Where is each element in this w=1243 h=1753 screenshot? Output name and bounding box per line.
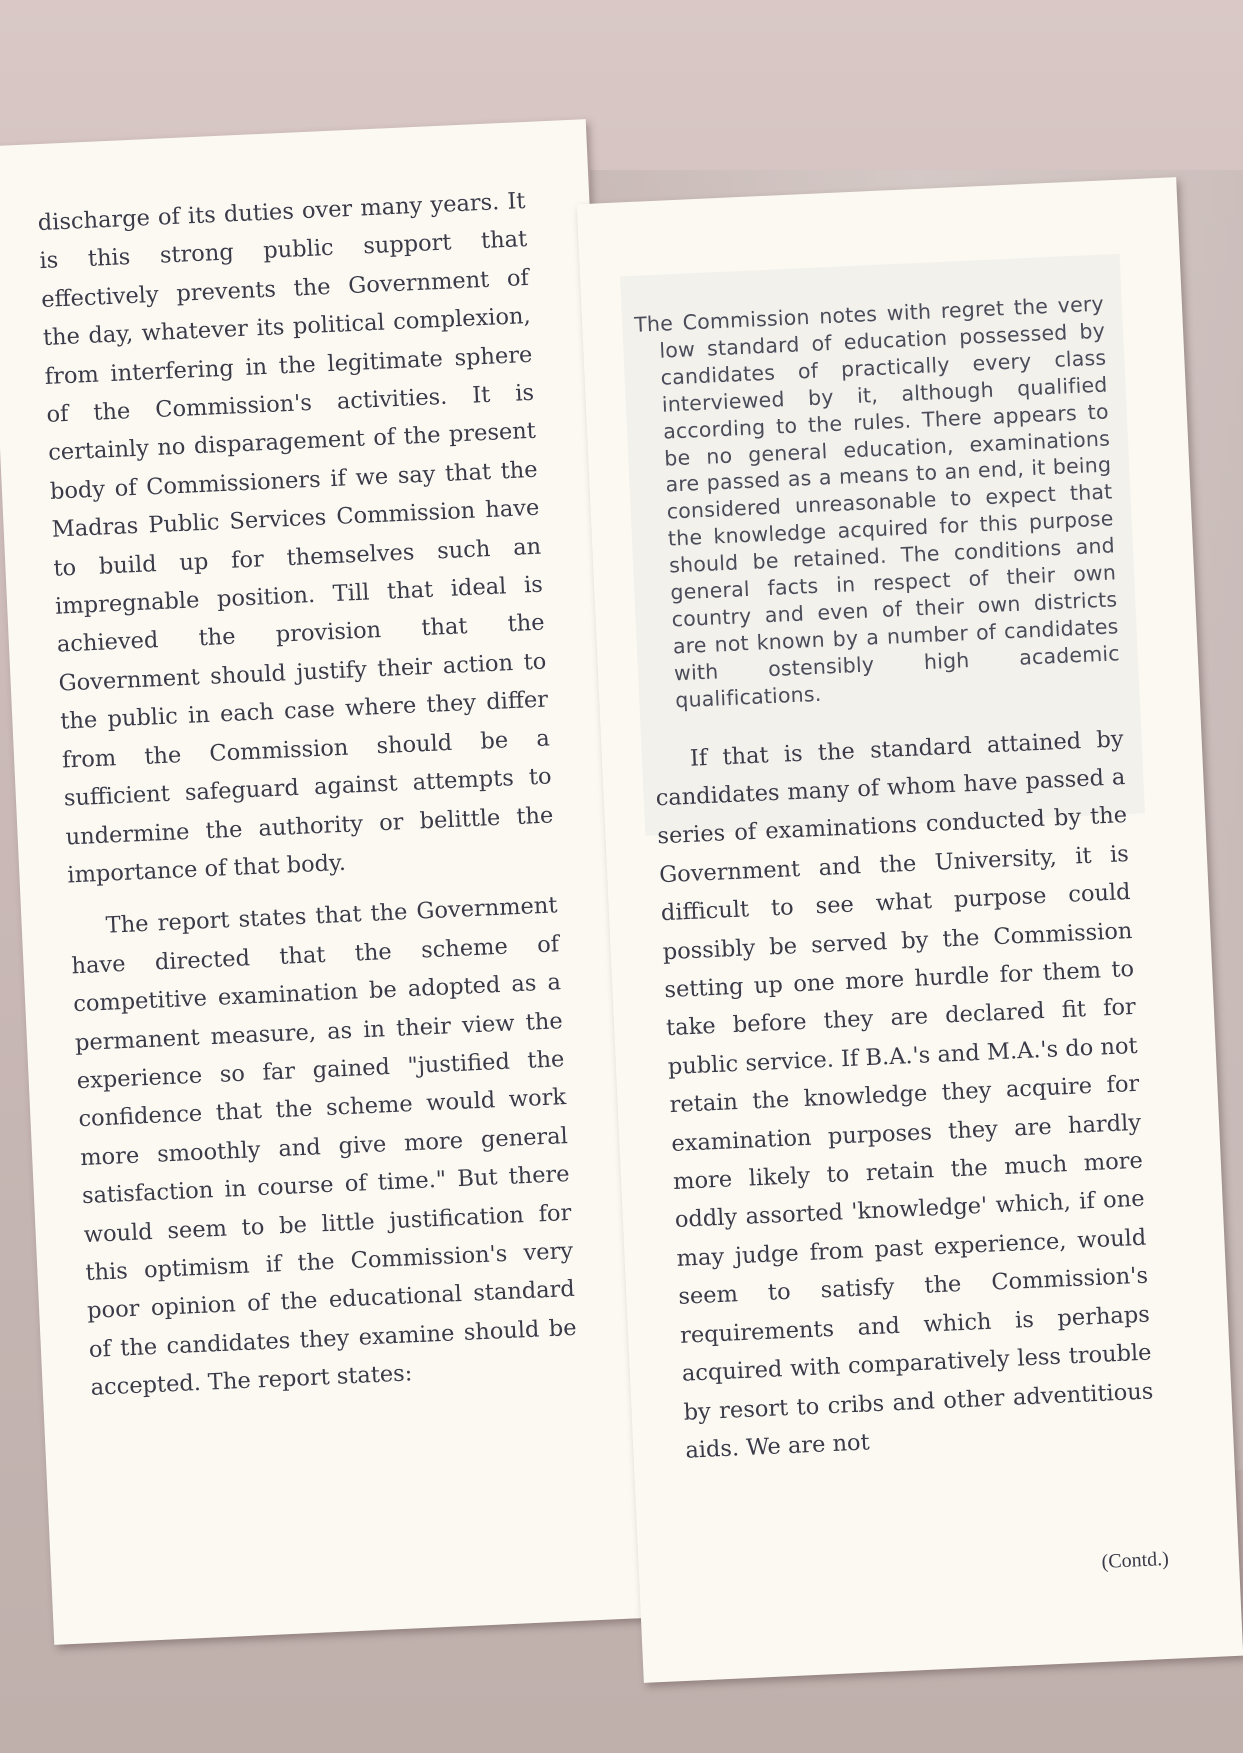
clipping-left: [0, 119, 654, 1645]
left-paragraph-1: discharge of its duties over many years. It is this strong public support that effectively prevents the Government of the day, whatever its political complexion, from interfering in the legitimate sphere of the Commission's activities. It is certainly no disparagement of the present body of Commissioners if we say that the Madras Public Services Commission have to build up for themselves such an impregnable position. Till that ideal is achieved the provision that the Government should justify their action to the public in each case where they differ from the Commission should be a sufficient safeguard against attempts to undermine the authority or belittle the importance of that body.: [37, 187, 554, 889]
report-quote: The Commission notes with regret the very low standard of education possessed by candidates of practically every class interviewed by it, although qualified according to the rules. There appears to be no general education, examinations are passed as a means to an end, it being considered unreasonable to expect that the knowledge acquired for this purpose should be retained. The conditions and general facts in respect of their own country and even of their own districts are not known by a number of candidates with ostensibly high academic qualifications.: [633, 291, 1121, 713]
left-column-text: [37, 182, 579, 1407]
right-column-text: [634, 291, 1156, 1470]
clipping-right: [577, 177, 1243, 1683]
left-paragraph-2: The report states that the Government have directed that the scheme of competitive examination be adopted as a permanent measure, as in their view the experience so far gained "justified the confidence that the scheme would work more smoothly and give more general satisfaction in course of time." But there would seem to be little justification for this optimism if the Commission's very poor opinion of the educational standard of the candidates they examine should be accepted. The report states:: [70, 892, 578, 1402]
continued-label: (Contd.): [1101, 1547, 1170, 1573]
right-paragraph-1: If that is the standard attained by candidates many of whom have passed a series of examinations conducted by the Government and the University, it is difficult to see what purpose could possibly be served by the Commission setting up one more hurdle for them to take before they are declared fit for public service. If B.A.'s and M.A.'s do not retain the knowledge they acquire for examination purposes they are hardly more likely to retain the much more oddly assorted 'knowledge' which, if one may judge from past experience, would seem to satisfy the Commission's requirements and which is perhaps acquired with comparatively less trouble by resort to cribs and other adventitious aids. We are not: [655, 725, 1154, 1464]
